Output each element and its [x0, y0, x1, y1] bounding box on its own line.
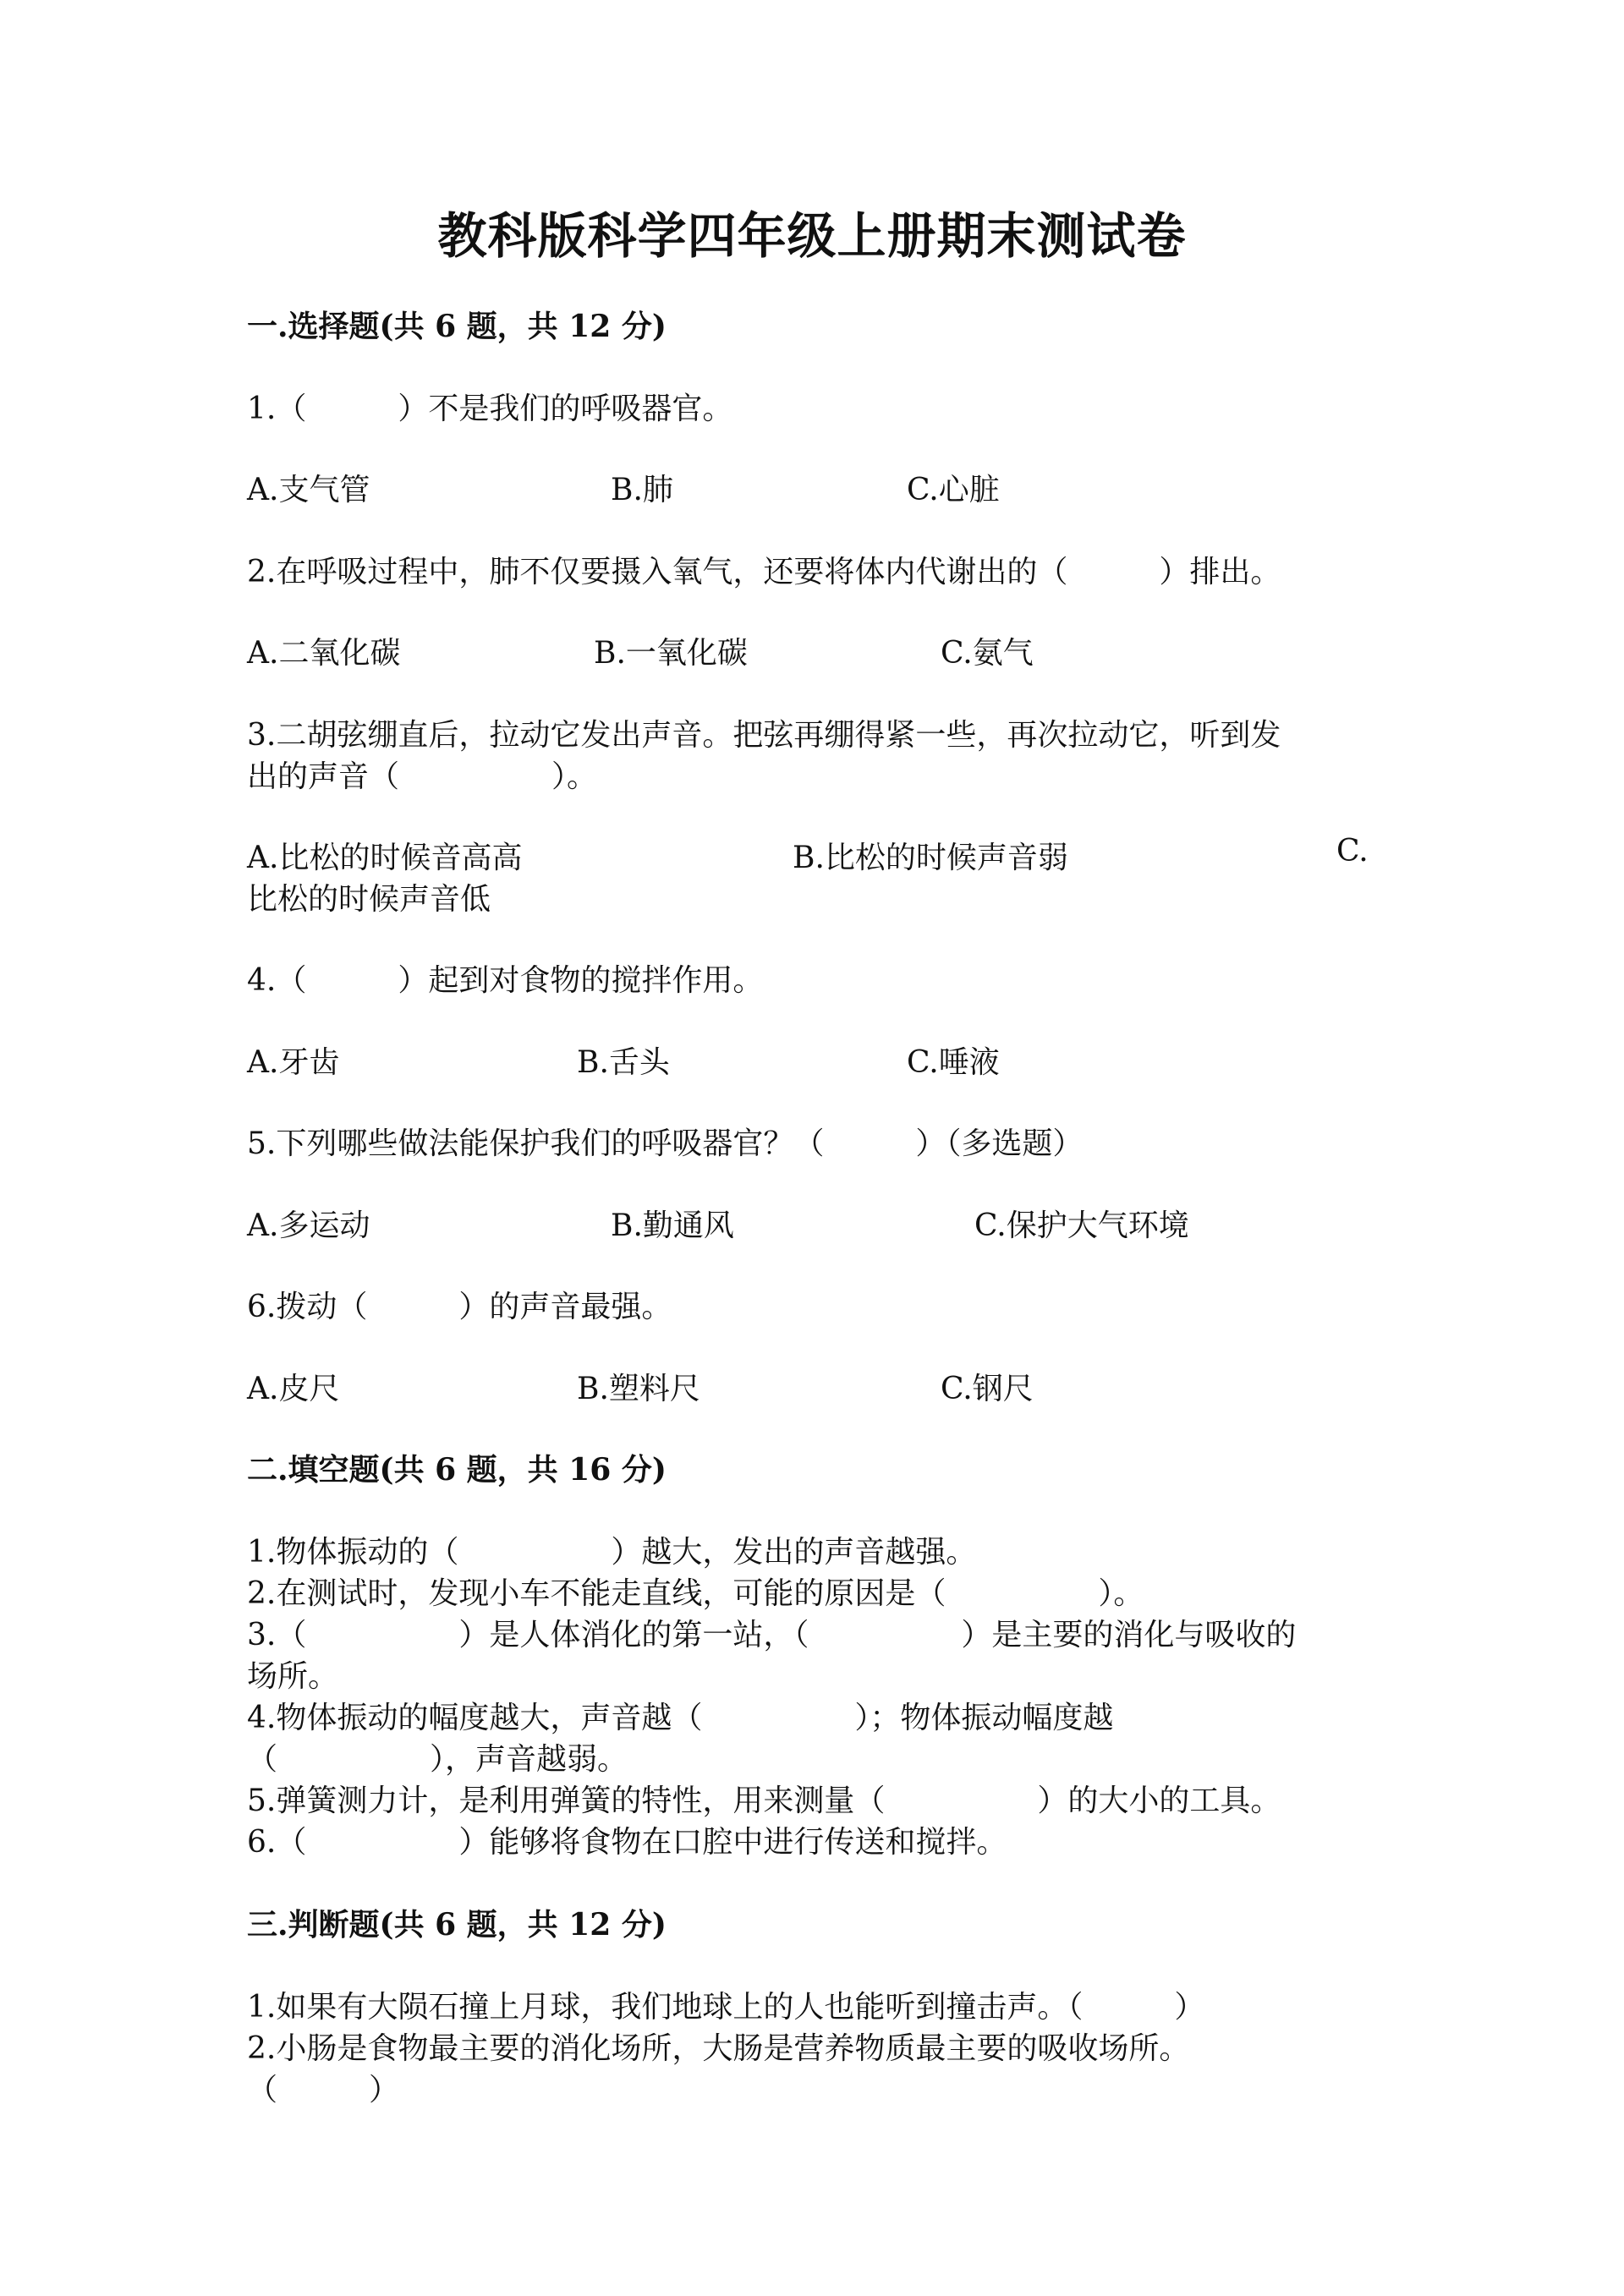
question-6-stem: 6.拨动（ ）的声音最强。 — [247, 1290, 672, 1324]
question-5-option-c: C.保护大气环境 — [974, 1208, 1189, 1243]
question-5-option-b: B.勤通风 — [611, 1208, 734, 1243]
question-5-stem: 5.下列哪些做法能保护我们的呼吸器官？（ ）（多选题） — [247, 1126, 1084, 1161]
question-3-option-c-text: 比松的时候声音低 — [247, 882, 491, 917]
section-heading-judgement: 三.判断题(共 6 题，共 12 分) — [247, 1907, 667, 1943]
fill-question-4-line-1: 4.物体振动的幅度越大，声音越（ ）；物体振动幅度越 — [247, 1701, 1114, 1735]
section-heading-choice: 一.选择题(共 6 题，共 12 分) — [247, 309, 667, 344]
question-6-option-b: B.塑料尺 — [577, 1372, 700, 1406]
question-2-option-c: C.氨气 — [941, 636, 1034, 671]
question-1-option-b: B.肺 — [611, 473, 673, 507]
question-3-option-b: B.比松的时候声音弱 — [793, 841, 1068, 875]
question-3-stem-line-2: 出的声音（ ）。 — [247, 759, 598, 794]
fill-question-3-line-1: 3.（ ）是人体消化的第一站，（ ）是主要的消化与吸收的 — [247, 1618, 1297, 1652]
fill-question-3-line-2: 场所。 — [247, 1659, 339, 1694]
question-4-option-c: C.唾液 — [907, 1045, 1000, 1080]
question-2-stem: 2.在呼吸过程中，肺不仅要摄入氧气，还要将体内代谢出的（ ）排出。 — [247, 555, 1281, 589]
question-2-option-b: B.一氧化碳 — [594, 636, 748, 671]
fill-question-6: 6.（ ）能够将食物在口腔中进行传送和搅拌。 — [247, 1825, 1007, 1860]
question-2-option-a: A.二氧化碳 — [247, 636, 401, 671]
judge-question-1: 1.如果有大陨石撞上月球，我们地球上的人也能听到撞击声。（ ） — [247, 1990, 1205, 2025]
judge-question-2-line-1: 2.小肠是食物最主要的消化场所，大肠是营养物质最主要的吸收场所。 — [247, 2031, 1190, 2066]
fill-question-2: 2.在测试时，发现小车不能走直线，可能的原因是（ ）。 — [247, 1576, 1144, 1611]
question-4-stem: 4.（ ）起到对食物的搅拌作用。 — [247, 963, 764, 998]
fill-question-1: 1.物体振动的（ ）越大，发出的声音越强。 — [247, 1535, 977, 1570]
fill-question-4-line-2: （ ），声音越弱。 — [247, 1742, 628, 1777]
section-heading-fill-blank: 二.填空题(共 6 题，共 16 分) — [247, 1452, 667, 1488]
question-1-option-a: A.支气管 — [247, 473, 370, 507]
question-3-stem-line-1: 3.二胡弦绷直后，拉动它发出声音。把弦再绷得紧一些，再次拉动它，听到发 — [247, 718, 1281, 753]
page-title: 教科版科学四年级上册期末测试卷 — [437, 207, 1187, 265]
question-1-option-c: C.心脏 — [907, 473, 1000, 507]
question-6-option-a: A.皮尺 — [247, 1372, 340, 1406]
question-3-option-c-prefix: C. — [1336, 834, 1369, 869]
fill-question-5: 5.弹簧测力计，是利用弹簧的特性，用来测量（ ）的大小的工具。 — [247, 1784, 1281, 1818]
question-5-option-a: A.多运动 — [247, 1208, 370, 1243]
question-6-option-c: C.钢尺 — [941, 1372, 1034, 1406]
question-3-option-a: A.比松的时候音高高 — [247, 841, 523, 875]
question-4-option-b: B.舌头 — [577, 1045, 670, 1080]
question-4-option-a: A.牙齿 — [247, 1045, 340, 1080]
question-1-stem: 1.（ ）不是我们的呼吸器官。 — [247, 392, 733, 426]
judge-question-2-line-2: （ ） — [247, 2073, 400, 2107]
